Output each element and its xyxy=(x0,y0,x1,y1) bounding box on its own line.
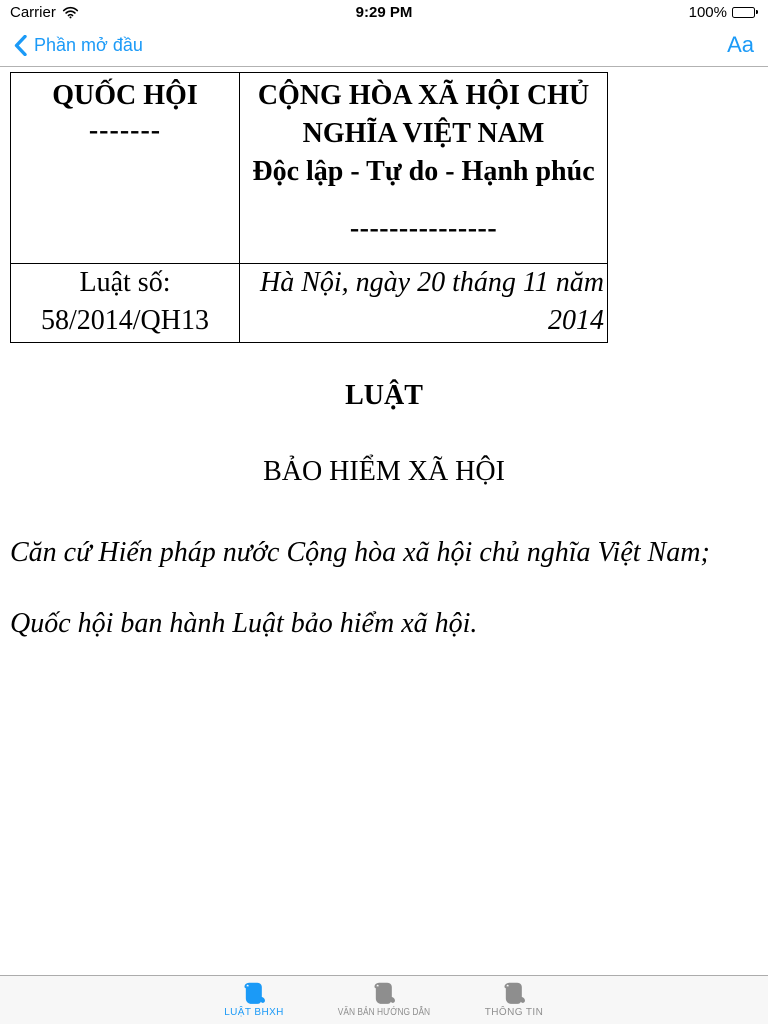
back-button[interactable] xyxy=(14,35,143,56)
battery-percent-label: 100% xyxy=(688,3,727,21)
place-date: Hà Nội, ngày 20 tháng 11 năm 2014 xyxy=(240,264,608,343)
document-header-table xyxy=(10,72,608,343)
issuer-cell xyxy=(11,73,240,264)
document-subtitle: BẢO HIỂM XÃ HỘI xyxy=(263,456,505,487)
national-title-cell xyxy=(240,73,608,264)
tab-label: VĂN BẢN HƯỚNG DẪN xyxy=(337,1007,431,1018)
motto-separator: --------------- xyxy=(349,213,498,245)
scroll-icon xyxy=(501,980,528,1007)
document-title: LUẬT xyxy=(345,380,423,411)
tab-label: THÔNG TIN xyxy=(484,1007,544,1018)
carrier-label: Carrier xyxy=(10,3,56,21)
text-size-button[interactable]: Aa xyxy=(727,32,754,57)
issuer-separator: ------- xyxy=(88,115,162,147)
issuer-name: QUỐC HỘI xyxy=(52,80,198,111)
enactment-paragraph: Quốc hội ban hành Luật bảo hiểm xã hội. xyxy=(10,608,478,640)
navigation-bar xyxy=(0,24,768,67)
national-motto: Độc lập - Tự do - Hạnh phúc xyxy=(252,156,595,188)
law-number: Luật số: 58/2014/QH13 xyxy=(11,264,240,343)
tab-label: LUẬT BHXH xyxy=(224,1007,284,1018)
chevron-left-icon xyxy=(14,35,27,56)
scroll-icon xyxy=(371,980,398,1007)
document-scroll-area[interactable] xyxy=(0,67,768,973)
tab-bar xyxy=(0,975,768,1024)
scroll-icon xyxy=(241,980,268,1007)
tab-thong-tin[interactable] xyxy=(464,976,564,1024)
national-title: CỘNG HÒA XÃ HỘI CHỦ NGHĨA VIỆT NAM xyxy=(257,80,590,150)
preamble-paragraph: Căn cứ Hiến pháp nước Cộng hòa xã hội chủ nghĩa Việt Nam; xyxy=(10,537,710,568)
status-clock: 9:29 PM xyxy=(355,3,413,21)
tab-van-ban-huong-dan[interactable] xyxy=(334,976,434,1024)
back-button-label: Phần mở đầu xyxy=(34,34,143,55)
status-bar xyxy=(0,0,768,24)
tab-luat-bhxh[interactable] xyxy=(204,976,304,1024)
